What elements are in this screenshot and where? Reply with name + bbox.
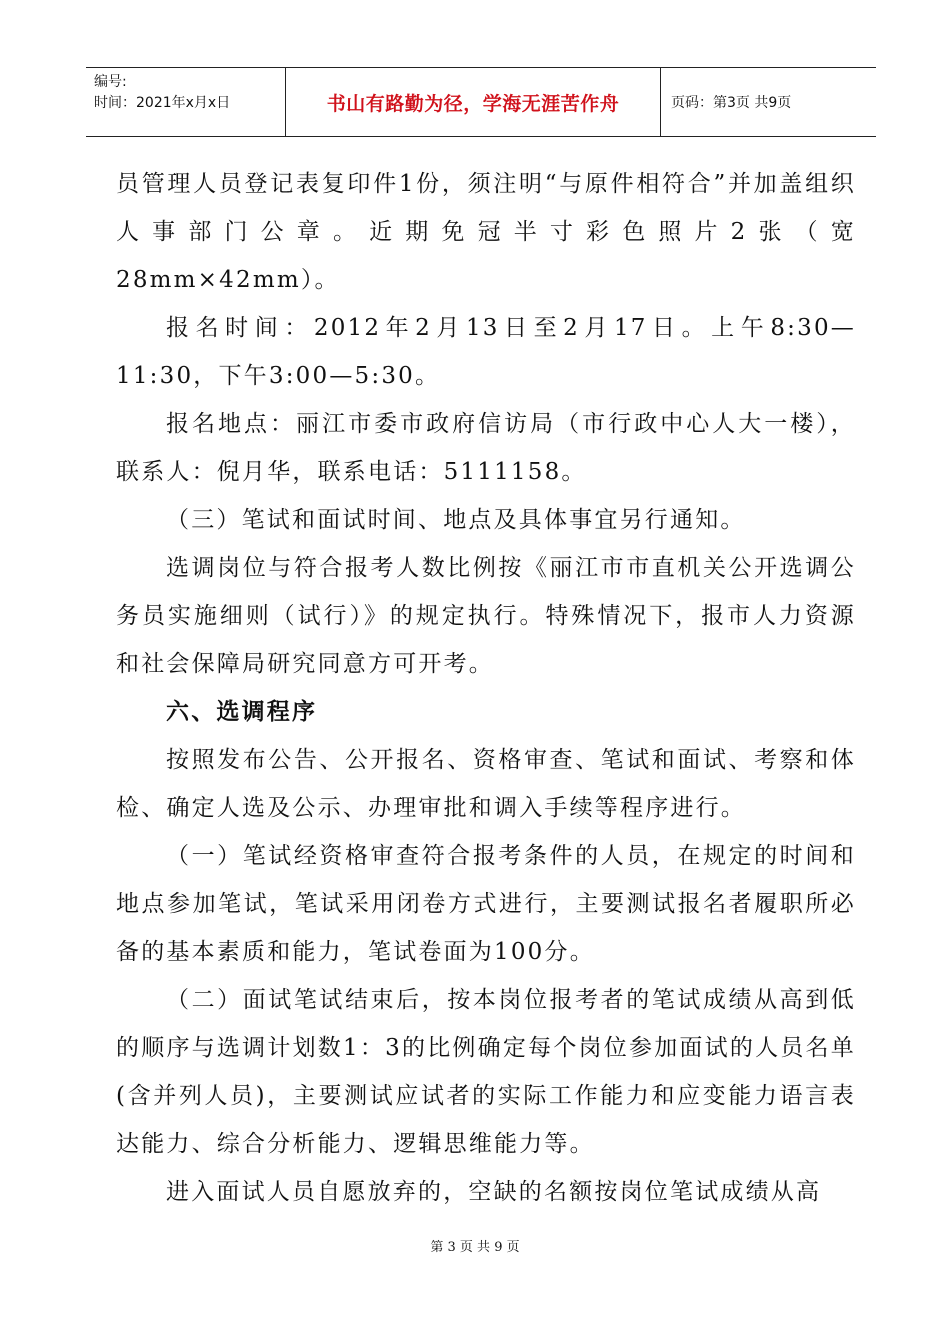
time-label: 时间：2021年x月x日 xyxy=(94,95,231,111)
section-heading: 六、选调程序 xyxy=(166,699,318,725)
paragraph: 报名时间：2012年2月13日至2月17日。上午8:30—11:30，下午3:00—5:30。 xyxy=(116,315,856,389)
paragraph: 选调岗位与符合报考人数比例按《丽江市市直机关公开选调公务员实施细则（试行）》的规定执行。特殊情况下，报市人力资源和社会保障局研究同意方可开考。 xyxy=(116,555,856,677)
paragraph: 员管理人员登记表复印件1份，须注明“与原件相符合”并加盖组织人事部门公章。近期免冠半寸彩色照片2张（宽28mm×42mm）。 xyxy=(116,171,856,293)
paragraph: 进入面试人员自愿放弃的，空缺的名额按岗位笔试成绩从高 xyxy=(166,1179,822,1205)
paragraph: （一）笔试经资格审查符合报考条件的人员，在规定的时间和地点参加笔试，笔试采用闭卷方式进行，主要测试报名者履职所必备的基本素质和能力，笔试卷面为100分。 xyxy=(116,843,856,965)
header-page-label: 页码：第3页 共9页 xyxy=(671,95,792,111)
paragraph: （二）面试笔试结束后，按本岗位报考者的笔试成绩从高到低的顺序与选调计划数1：3的比例确定每个岗位参加面试的人员名单(含并列人员)，主要测试应试者的实际工作能力和应变能力语言表达能力、综合分析能力、逻辑思维能力等。 xyxy=(116,987,856,1157)
page-header xyxy=(86,67,876,137)
number-label: 编号: xyxy=(94,74,127,90)
header-meta xyxy=(86,68,286,136)
page-footer: 第 3 页 共 9 页 xyxy=(430,1240,520,1255)
paragraph: 按照发布公告、公开报名、资格审查、笔试和面试、考察和体检、确定人选及公示、办理审批和调入手续等程序进行。 xyxy=(116,747,856,821)
paragraph: 报名地点：丽江市委市政府信访局（市行政中心人大一楼），联系人：倪月华，联系电话：5111158。 xyxy=(116,411,856,485)
document-body xyxy=(116,160,856,1216)
paragraph: （三）笔试和面试时间、地点及具体事宜另行通知。 xyxy=(166,507,746,533)
header-motto: 书山有路勤为径，学海无涯苦作舟 xyxy=(286,68,661,136)
